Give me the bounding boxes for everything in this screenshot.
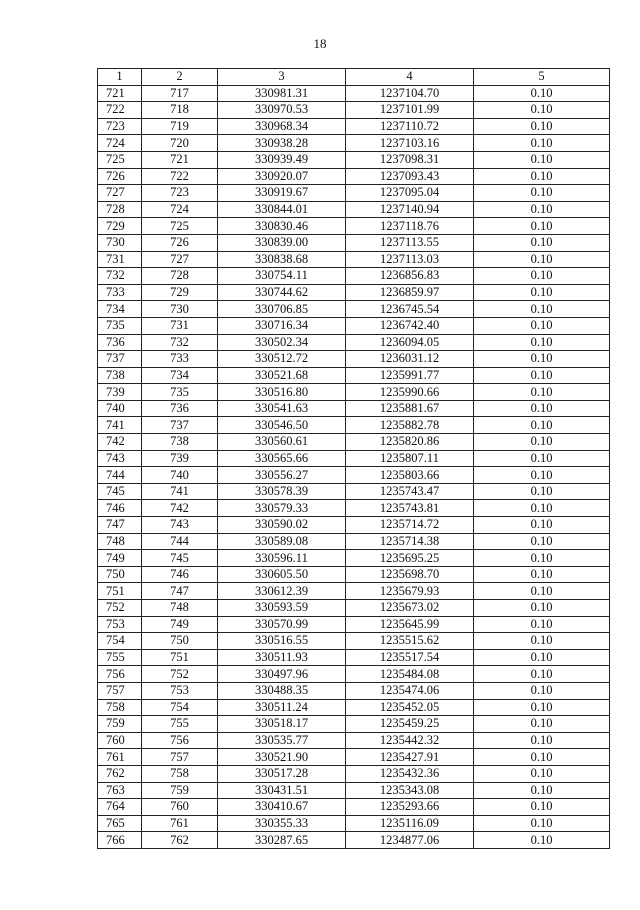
cell-point-number: 728 [98, 201, 142, 218]
cell-index: 729 [142, 284, 218, 301]
table-row [98, 234, 610, 251]
cell-x-coordinate: 330355.33 [218, 815, 346, 832]
cell-point-number: 745 [98, 483, 142, 500]
table-header-row [98, 69, 610, 86]
cell-point-number: 733 [98, 284, 142, 301]
cell-index: 731 [142, 317, 218, 334]
cell-x-coordinate: 330521.90 [218, 749, 346, 766]
cell-tolerance: 0.10 [474, 550, 610, 567]
table-row [98, 533, 610, 550]
cell-x-coordinate: 330612.39 [218, 583, 346, 600]
cell-index: 725 [142, 218, 218, 235]
cell-tolerance: 0.10 [474, 251, 610, 268]
cell-point-number: 735 [98, 317, 142, 334]
cell-index: 720 [142, 135, 218, 152]
cell-x-coordinate: 330516.80 [218, 384, 346, 401]
cell-tolerance: 0.10 [474, 566, 610, 583]
cell-y-coordinate: 1235517.54 [346, 649, 474, 666]
cell-point-number: 765 [98, 815, 142, 832]
cell-y-coordinate: 1235293.66 [346, 799, 474, 816]
cell-x-coordinate: 330968.34 [218, 118, 346, 135]
cell-point-number: 751 [98, 583, 142, 600]
cell-point-number: 730 [98, 234, 142, 251]
cell-point-number: 750 [98, 566, 142, 583]
cell-x-coordinate: 330535.77 [218, 732, 346, 749]
cell-x-coordinate: 330579.33 [218, 500, 346, 517]
cell-x-coordinate: 330970.53 [218, 102, 346, 119]
cell-x-coordinate: 330830.46 [218, 218, 346, 235]
cell-x-coordinate: 330981.31 [218, 85, 346, 102]
cell-x-coordinate: 330502.34 [218, 334, 346, 351]
cell-point-number: 756 [98, 666, 142, 683]
table-row [98, 600, 610, 617]
cell-index: 751 [142, 649, 218, 666]
cell-tolerance: 0.10 [474, 815, 610, 832]
cell-x-coordinate: 330521.68 [218, 367, 346, 384]
cell-tolerance: 0.10 [474, 151, 610, 168]
cell-index: 749 [142, 616, 218, 633]
cell-tolerance: 0.10 [474, 533, 610, 550]
cell-y-coordinate: 1235695.25 [346, 550, 474, 567]
cell-y-coordinate: 1235991.77 [346, 367, 474, 384]
cell-index: 724 [142, 201, 218, 218]
table-row [98, 699, 610, 716]
cell-y-coordinate: 1235474.06 [346, 682, 474, 699]
table-row [98, 417, 610, 434]
table-row [98, 799, 610, 816]
cell-point-number: 743 [98, 450, 142, 467]
cell-x-coordinate: 330518.17 [218, 716, 346, 733]
cell-point-number: 766 [98, 832, 142, 849]
cell-point-number: 746 [98, 500, 142, 517]
table-row [98, 749, 610, 766]
table-row [98, 351, 610, 368]
cell-index: 727 [142, 251, 218, 268]
cell-y-coordinate: 1236856.83 [346, 268, 474, 285]
table-row [98, 666, 610, 683]
cell-y-coordinate: 1235673.02 [346, 600, 474, 617]
cell-x-coordinate: 330570.99 [218, 616, 346, 633]
cell-tolerance: 0.10 [474, 483, 610, 500]
cell-tolerance: 0.10 [474, 234, 610, 251]
cell-point-number: 740 [98, 400, 142, 417]
cell-tolerance: 0.10 [474, 517, 610, 534]
cell-index: 717 [142, 85, 218, 102]
cell-tolerance: 0.10 [474, 716, 610, 733]
cell-index: 756 [142, 732, 218, 749]
cell-index: 753 [142, 682, 218, 699]
cell-index: 747 [142, 583, 218, 600]
cell-tolerance: 0.10 [474, 201, 610, 218]
cell-tolerance: 0.10 [474, 666, 610, 683]
cell-tolerance: 0.10 [474, 583, 610, 600]
cell-y-coordinate: 1237113.03 [346, 251, 474, 268]
cell-point-number: 752 [98, 600, 142, 617]
cell-x-coordinate: 330938.28 [218, 135, 346, 152]
table-row [98, 550, 610, 567]
cell-y-coordinate: 1235442.32 [346, 732, 474, 749]
cell-point-number: 738 [98, 367, 142, 384]
cell-y-coordinate: 1235714.38 [346, 533, 474, 550]
cell-point-number: 759 [98, 716, 142, 733]
cell-tolerance: 0.10 [474, 135, 610, 152]
cell-tolerance: 0.10 [474, 633, 610, 650]
cell-y-coordinate: 1235116.09 [346, 815, 474, 832]
cell-tolerance: 0.10 [474, 118, 610, 135]
cell-y-coordinate: 1237103.16 [346, 135, 474, 152]
cell-index: 760 [142, 799, 218, 816]
cell-y-coordinate: 1237118.76 [346, 218, 474, 235]
table-row [98, 301, 610, 318]
cell-tolerance: 0.10 [474, 317, 610, 334]
cell-x-coordinate: 330497.96 [218, 666, 346, 683]
table-row [98, 832, 610, 849]
cell-index: 736 [142, 400, 218, 417]
cell-x-coordinate: 330578.39 [218, 483, 346, 500]
cell-point-number: 748 [98, 533, 142, 550]
table-row [98, 765, 610, 782]
cell-y-coordinate: 1235743.47 [346, 483, 474, 500]
cell-tolerance: 0.10 [474, 782, 610, 799]
cell-y-coordinate: 1235881.67 [346, 400, 474, 417]
cell-point-number: 732 [98, 268, 142, 285]
table-row [98, 251, 610, 268]
coordinates-table [97, 68, 610, 849]
cell-index: 732 [142, 334, 218, 351]
cell-x-coordinate: 330596.11 [218, 550, 346, 567]
cell-index: 746 [142, 566, 218, 583]
cell-point-number: 729 [98, 218, 142, 235]
table-row [98, 815, 610, 832]
cell-y-coordinate: 1235990.66 [346, 384, 474, 401]
cell-index: 744 [142, 533, 218, 550]
cell-point-number: 731 [98, 251, 142, 268]
cell-y-coordinate: 1235803.66 [346, 467, 474, 484]
cell-index: 761 [142, 815, 218, 832]
column-header-3: 3 [218, 69, 346, 86]
cell-index: 742 [142, 500, 218, 517]
table-row [98, 400, 610, 417]
cell-point-number: 742 [98, 434, 142, 451]
cell-x-coordinate: 330556.27 [218, 467, 346, 484]
cell-index: 740 [142, 467, 218, 484]
table-row [98, 467, 610, 484]
cell-index: 743 [142, 517, 218, 534]
table-row [98, 284, 610, 301]
cell-index: 737 [142, 417, 218, 434]
page-number: 18 [313, 36, 327, 51]
cell-x-coordinate: 330593.59 [218, 600, 346, 617]
cell-y-coordinate: 1235882.78 [346, 417, 474, 434]
cell-point-number: 737 [98, 351, 142, 368]
cell-index: 758 [142, 765, 218, 782]
cell-tolerance: 0.10 [474, 102, 610, 119]
cell-tolerance: 0.10 [474, 467, 610, 484]
column-header-2: 2 [142, 69, 218, 86]
cell-index: 755 [142, 716, 218, 733]
cell-tolerance: 0.10 [474, 400, 610, 417]
table-row [98, 367, 610, 384]
cell-index: 750 [142, 633, 218, 650]
cell-index: 745 [142, 550, 218, 567]
cell-x-coordinate: 330431.51 [218, 782, 346, 799]
cell-x-coordinate: 330844.01 [218, 201, 346, 218]
cell-y-coordinate: 1237110.72 [346, 118, 474, 135]
table-row [98, 716, 610, 733]
cell-tolerance: 0.10 [474, 351, 610, 368]
cell-x-coordinate: 330589.08 [218, 533, 346, 550]
cell-point-number: 762 [98, 765, 142, 782]
cell-index: 728 [142, 268, 218, 285]
table-row [98, 268, 610, 285]
cell-x-coordinate: 330838.68 [218, 251, 346, 268]
table-row [98, 500, 610, 517]
table-row [98, 317, 610, 334]
table-row [98, 633, 610, 650]
cell-y-coordinate: 1235645.99 [346, 616, 474, 633]
cell-index: 726 [142, 234, 218, 251]
cell-x-coordinate: 330839.00 [218, 234, 346, 251]
cell-y-coordinate: 1236859.97 [346, 284, 474, 301]
cell-point-number: 722 [98, 102, 142, 119]
cell-point-number: 764 [98, 799, 142, 816]
cell-x-coordinate: 330517.28 [218, 765, 346, 782]
cell-tolerance: 0.10 [474, 168, 610, 185]
cell-point-number: 724 [98, 135, 142, 152]
cell-y-coordinate: 1235698.70 [346, 566, 474, 583]
cell-point-number: 725 [98, 151, 142, 168]
cell-x-coordinate: 330541.63 [218, 400, 346, 417]
cell-index: 754 [142, 699, 218, 716]
cell-y-coordinate: 1236742.40 [346, 317, 474, 334]
cell-x-coordinate: 330939.49 [218, 151, 346, 168]
cell-tolerance: 0.10 [474, 450, 610, 467]
cell-tolerance: 0.10 [474, 500, 610, 517]
cell-x-coordinate: 330512.72 [218, 351, 346, 368]
cell-tolerance: 0.10 [474, 832, 610, 849]
cell-x-coordinate: 330488.35 [218, 682, 346, 699]
cell-tolerance: 0.10 [474, 732, 610, 749]
cell-x-coordinate: 330706.85 [218, 301, 346, 318]
cell-y-coordinate: 1235820.86 [346, 434, 474, 451]
cell-x-coordinate: 330565.66 [218, 450, 346, 467]
table-row [98, 185, 610, 202]
cell-x-coordinate: 330287.65 [218, 832, 346, 849]
table-row [98, 85, 610, 102]
cell-y-coordinate: 1237101.99 [346, 102, 474, 119]
table-row [98, 450, 610, 467]
cell-index: 719 [142, 118, 218, 135]
cell-index: 738 [142, 434, 218, 451]
column-header-5: 5 [474, 69, 610, 86]
cell-tolerance: 0.10 [474, 699, 610, 716]
cell-point-number: 739 [98, 384, 142, 401]
table-row [98, 102, 610, 119]
cell-y-coordinate: 1236745.54 [346, 301, 474, 318]
cell-x-coordinate: 330560.61 [218, 434, 346, 451]
cell-index: 721 [142, 151, 218, 168]
cell-y-coordinate: 1235343.08 [346, 782, 474, 799]
cell-x-coordinate: 330920.07 [218, 168, 346, 185]
table-row [98, 434, 610, 451]
cell-tolerance: 0.10 [474, 301, 610, 318]
cell-y-coordinate: 1235714.72 [346, 517, 474, 534]
cell-y-coordinate: 1235427.91 [346, 749, 474, 766]
cell-x-coordinate: 330605.50 [218, 566, 346, 583]
cell-index: 730 [142, 301, 218, 318]
cell-tolerance: 0.10 [474, 417, 610, 434]
cell-x-coordinate: 330590.02 [218, 517, 346, 534]
cell-index: 741 [142, 483, 218, 500]
cell-tolerance: 0.10 [474, 649, 610, 666]
table-row [98, 218, 610, 235]
cell-y-coordinate: 1235807.11 [346, 450, 474, 467]
table-row [98, 583, 610, 600]
cell-point-number: 734 [98, 301, 142, 318]
cell-y-coordinate: 1236094.05 [346, 334, 474, 351]
cell-y-coordinate: 1235743.81 [346, 500, 474, 517]
cell-point-number: 727 [98, 185, 142, 202]
cell-y-coordinate: 1235432.36 [346, 765, 474, 782]
cell-point-number: 758 [98, 699, 142, 716]
cell-y-coordinate: 1235679.93 [346, 583, 474, 600]
cell-x-coordinate: 330511.93 [218, 649, 346, 666]
cell-y-coordinate: 1237093.43 [346, 168, 474, 185]
cell-tolerance: 0.10 [474, 185, 610, 202]
table-row [98, 649, 610, 666]
cell-index: 718 [142, 102, 218, 119]
cell-y-coordinate: 1237098.31 [346, 151, 474, 168]
cell-tolerance: 0.10 [474, 600, 610, 617]
cell-point-number: 754 [98, 633, 142, 650]
cell-x-coordinate: 330410.67 [218, 799, 346, 816]
cell-point-number: 747 [98, 517, 142, 534]
cell-point-number: 760 [98, 732, 142, 749]
cell-tolerance: 0.10 [474, 85, 610, 102]
cell-tolerance: 0.10 [474, 434, 610, 451]
cell-index: 762 [142, 832, 218, 849]
cell-tolerance: 0.10 [474, 284, 610, 301]
column-header-4: 4 [346, 69, 474, 86]
column-header-1: 1 [98, 69, 142, 86]
table-row [98, 118, 610, 135]
table-row [98, 566, 610, 583]
cell-point-number: 749 [98, 550, 142, 567]
cell-x-coordinate: 330716.34 [218, 317, 346, 334]
cell-y-coordinate: 1235484.08 [346, 666, 474, 683]
cell-point-number: 753 [98, 616, 142, 633]
table-row [98, 732, 610, 749]
cell-index: 739 [142, 450, 218, 467]
table-row [98, 517, 610, 534]
cell-y-coordinate: 1235452.05 [346, 699, 474, 716]
cell-y-coordinate: 1237104.70 [346, 85, 474, 102]
cell-tolerance: 0.10 [474, 682, 610, 699]
cell-point-number: 755 [98, 649, 142, 666]
cell-x-coordinate: 330516.55 [218, 633, 346, 650]
table-row [98, 334, 610, 351]
cell-tolerance: 0.10 [474, 616, 610, 633]
cell-point-number: 744 [98, 467, 142, 484]
cell-tolerance: 0.10 [474, 749, 610, 766]
cell-index: 735 [142, 384, 218, 401]
cell-index: 759 [142, 782, 218, 799]
cell-x-coordinate: 330511.24 [218, 699, 346, 716]
cell-tolerance: 0.10 [474, 268, 610, 285]
table-row [98, 151, 610, 168]
table-body [98, 85, 610, 848]
cell-index: 722 [142, 168, 218, 185]
table-row [98, 483, 610, 500]
cell-index: 757 [142, 749, 218, 766]
cell-x-coordinate: 330744.62 [218, 284, 346, 301]
cell-tolerance: 0.10 [474, 384, 610, 401]
table-row [98, 616, 610, 633]
cell-point-number: 763 [98, 782, 142, 799]
cell-x-coordinate: 330546.50 [218, 417, 346, 434]
cell-point-number: 757 [98, 682, 142, 699]
table-row [98, 384, 610, 401]
cell-tolerance: 0.10 [474, 367, 610, 384]
cell-point-number: 736 [98, 334, 142, 351]
cell-index: 752 [142, 666, 218, 683]
cell-y-coordinate: 1236031.12 [346, 351, 474, 368]
cell-y-coordinate: 1235459.25 [346, 716, 474, 733]
cell-y-coordinate: 1235515.62 [346, 633, 474, 650]
table-row [98, 682, 610, 699]
table-row [98, 201, 610, 218]
cell-tolerance: 0.10 [474, 799, 610, 816]
cell-point-number: 721 [98, 85, 142, 102]
cell-y-coordinate: 1237095.04 [346, 185, 474, 202]
table-row [98, 782, 610, 799]
cell-x-coordinate: 330919.67 [218, 185, 346, 202]
cell-y-coordinate: 1237113.55 [346, 234, 474, 251]
cell-index: 734 [142, 367, 218, 384]
table-row [98, 168, 610, 185]
cell-tolerance: 0.10 [474, 218, 610, 235]
cell-index: 748 [142, 600, 218, 617]
cell-y-coordinate: 1234877.06 [346, 832, 474, 849]
cell-tolerance: 0.10 [474, 334, 610, 351]
table-row [98, 135, 610, 152]
cell-y-coordinate: 1237140.94 [346, 201, 474, 218]
cell-index: 723 [142, 185, 218, 202]
cell-tolerance: 0.10 [474, 765, 610, 782]
cell-point-number: 723 [98, 118, 142, 135]
cell-x-coordinate: 330754.11 [218, 268, 346, 285]
cell-point-number: 726 [98, 168, 142, 185]
cell-point-number: 741 [98, 417, 142, 434]
cell-point-number: 761 [98, 749, 142, 766]
cell-index: 733 [142, 351, 218, 368]
